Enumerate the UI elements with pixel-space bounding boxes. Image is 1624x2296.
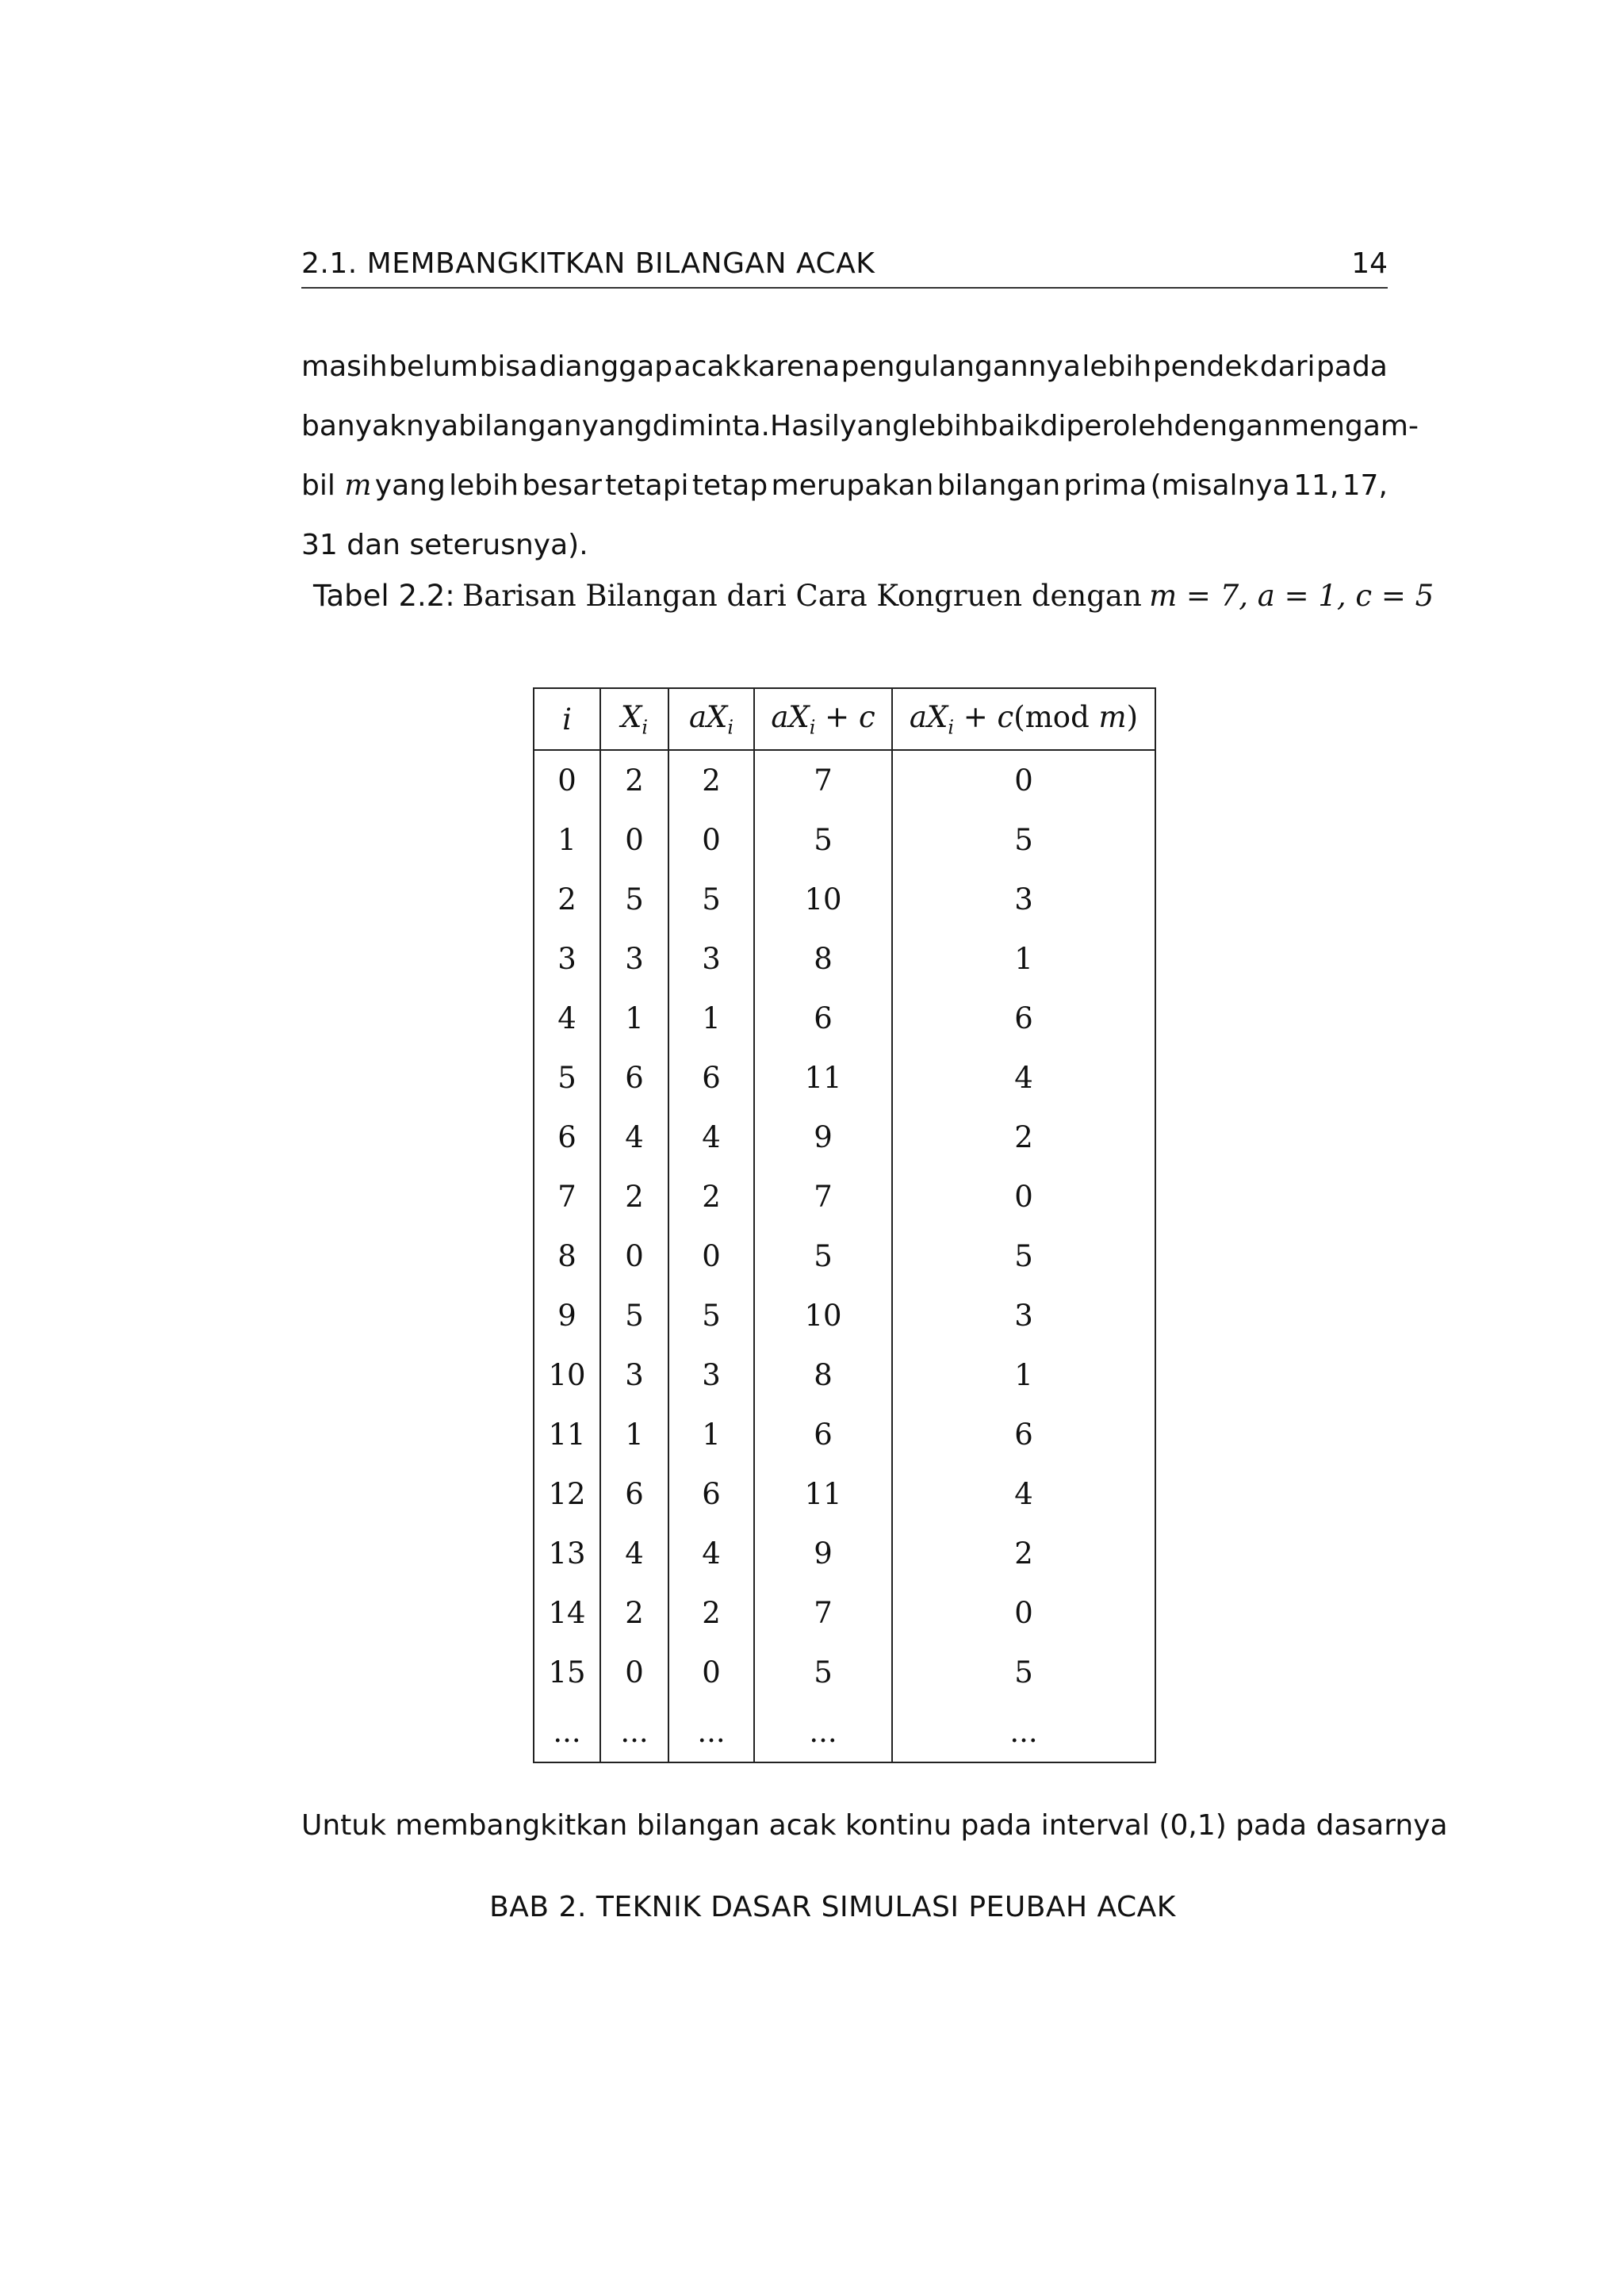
table-row: [534, 1583, 1155, 1643]
table-cell: 4: [892, 1048, 1155, 1108]
word: karena: [741, 350, 841, 383]
table-cell: ...: [600, 1702, 668, 1762]
table-cell: 2: [892, 1524, 1155, 1583]
table-body: [534, 750, 1155, 1762]
table-cell: 5: [668, 870, 754, 929]
table-cell: 15: [534, 1643, 600, 1702]
header-xi-text: $X_i$: [620, 699, 649, 739]
table-row: [534, 1643, 1155, 1702]
table-cell: 6: [534, 1108, 600, 1167]
table-cell: 2: [668, 1167, 754, 1226]
table-cell: 7: [754, 1167, 892, 1226]
word: lebih: [449, 469, 519, 502]
word: bilangan: [936, 469, 1061, 502]
paragraph-line: [301, 515, 1388, 575]
header-axi-plus-c: [754, 688, 892, 750]
table-row: [534, 870, 1155, 929]
table-cell: 3: [668, 929, 754, 989]
table-cell: 6: [668, 1464, 754, 1524]
data-table: [533, 687, 1156, 1763]
table-cell: 10: [534, 1345, 600, 1405]
table-header-row: [534, 688, 1155, 750]
table-cell: ...: [892, 1702, 1155, 1762]
header-xi: [600, 688, 668, 750]
table-cell: 12: [534, 1464, 600, 1524]
table-cell: 9: [534, 1286, 600, 1345]
paragraph-line: [301, 396, 1419, 456]
table-row: [534, 1108, 1155, 1167]
word: yang: [839, 410, 910, 442]
word: 17,: [1342, 469, 1388, 502]
table-caption: [313, 579, 1434, 614]
table-cell: 4: [600, 1108, 668, 1167]
table-cell: 13: [534, 1524, 600, 1583]
table-cell: 4: [600, 1524, 668, 1583]
word: yang: [374, 469, 446, 502]
table-cell: 6: [754, 1405, 892, 1464]
word: bilangan: [458, 410, 582, 442]
header-axi-plus-c-text: $aX_i + c$: [771, 699, 875, 739]
table-cell: ...: [668, 1702, 754, 1762]
word: bisa: [479, 350, 538, 383]
table-cell: 1: [892, 1345, 1155, 1405]
word: diminta.: [652, 410, 770, 442]
table-cell: 3: [668, 1345, 754, 1405]
table-row: [534, 1226, 1155, 1286]
word: diperoleh: [1040, 410, 1174, 442]
word: prima: [1063, 469, 1147, 502]
section-title: 2.1. MEMBANGKITKAN BILANGAN ACAK: [301, 247, 875, 280]
word-group: [301, 456, 371, 515]
table-cell: 0: [600, 1226, 668, 1286]
table-cell: 2: [534, 870, 600, 929]
table-cell: 4: [668, 1524, 754, 1583]
table-cell: 2: [668, 750, 754, 810]
table-cell: 0: [668, 810, 754, 870]
table-cell: 9: [754, 1524, 892, 1583]
table-cell: 2: [600, 750, 668, 810]
table-cell: 1: [600, 989, 668, 1048]
table-cell: ...: [534, 1702, 600, 1762]
word: tetap: [691, 469, 768, 502]
table-cell: 4: [892, 1464, 1155, 1524]
table-cell: 1: [668, 1405, 754, 1464]
table-cell: 0: [892, 1583, 1155, 1643]
table-row: [534, 1405, 1155, 1464]
caption-label: Tabel 2.2:: [313, 579, 455, 613]
table-cell: 11: [754, 1464, 892, 1524]
running-head: [301, 247, 1388, 289]
table-cell: 1: [600, 1405, 668, 1464]
table-cell: 8: [754, 1345, 892, 1405]
table-cell: 5: [754, 810, 892, 870]
table-cell: 7: [534, 1167, 600, 1226]
table-cell: 5: [600, 870, 668, 929]
table-cell: 3: [892, 1286, 1155, 1345]
page-number: 14: [1351, 247, 1388, 280]
table-cell: 0: [668, 1226, 754, 1286]
table-cell: 5: [534, 1048, 600, 1108]
table-cell: 0: [892, 1167, 1155, 1226]
table-cell: ...: [754, 1702, 892, 1762]
table-cell: 4: [668, 1108, 754, 1167]
table-cell: 11: [534, 1405, 600, 1464]
table-row: [534, 1286, 1155, 1345]
table-cell: 0: [534, 750, 600, 810]
header-i: [534, 688, 600, 750]
word: besar: [522, 469, 602, 502]
closing-line: Untuk membangkitkan bilangan acak kontinu pada interval (0,1) pada dasarnya: [301, 1809, 1448, 1842]
table-cell: 6: [892, 1405, 1155, 1464]
word: baik: [979, 410, 1040, 442]
table-row: [534, 1345, 1155, 1405]
header-axi-text: $aX_i$: [688, 699, 734, 739]
table-cell: 1: [892, 929, 1155, 989]
table-cell: 3: [600, 929, 668, 989]
table-cell: 5: [892, 1226, 1155, 1286]
word: lebih: [1082, 350, 1152, 383]
table-cell: 6: [668, 1048, 754, 1108]
table-cell: 8: [534, 1226, 600, 1286]
table-cell: 11: [754, 1048, 892, 1108]
table-cell: 7: [754, 750, 892, 810]
table-cell: 5: [892, 1643, 1155, 1702]
table-cell: 2: [892, 1108, 1155, 1167]
word: pendek: [1152, 350, 1259, 383]
word: merupakan: [771, 469, 934, 502]
word: banyaknya: [301, 410, 459, 442]
table-cell: 8: [754, 929, 892, 989]
word: lebih: [910, 410, 980, 442]
paragraph-line: [301, 337, 1388, 396]
caption-params: m = 7, a = 1, c = 5: [1149, 579, 1434, 613]
table-cell: 0: [892, 750, 1155, 810]
math-variable: m: [344, 469, 372, 502]
table-cell: 1: [534, 810, 600, 870]
word: Hasil: [770, 410, 840, 442]
word: acak: [673, 350, 741, 383]
table-cell: 10: [754, 1286, 892, 1345]
word: dari: [1259, 350, 1316, 383]
paragraph-line: [301, 456, 1388, 515]
header-mod-text: $aX_i + c(mod$ m): [909, 699, 1139, 739]
table-cell: 3: [600, 1345, 668, 1405]
table-cell: 10: [754, 870, 892, 929]
table-cell: 6: [892, 989, 1155, 1048]
word: dianggap: [538, 350, 673, 383]
word: tetapi: [605, 469, 689, 502]
paragraph-last-line: 31 dan seterusnya).: [301, 529, 588, 561]
table-row: [534, 1167, 1155, 1226]
table-cell: 7: [754, 1583, 892, 1643]
table-cell: 0: [600, 1643, 668, 1702]
table-row: [534, 1524, 1155, 1583]
word: yang: [581, 410, 653, 442]
table-cell: 6: [754, 989, 892, 1048]
table-cell: 4: [534, 989, 600, 1048]
word: belum: [389, 350, 479, 383]
header-mod: [892, 688, 1155, 750]
table-row: [534, 989, 1155, 1048]
table-cell: 6: [600, 1048, 668, 1108]
word: 11,: [1293, 469, 1339, 502]
table-cell: 5: [754, 1643, 892, 1702]
word: masih: [301, 350, 388, 383]
table-cell: 2: [668, 1583, 754, 1643]
caption-text: Barisan Bilangan dari Cara Kongruen dengan: [462, 579, 1142, 613]
word: pengulangannya: [841, 350, 1081, 383]
body-paragraph: [301, 337, 1419, 575]
chapter-footer: BAB 2. TEKNIK DASAR SIMULASI PEUBAH ACAK: [489, 1891, 1176, 1923]
table-row: [534, 1702, 1155, 1762]
table-cell: 14: [534, 1583, 600, 1643]
table-cell: 9: [754, 1108, 892, 1167]
word: (misalnya: [1150, 469, 1290, 502]
word: pada: [1316, 350, 1388, 383]
table-row: [534, 929, 1155, 989]
word: mengam-: [1281, 410, 1419, 442]
table-cell: 6: [600, 1464, 668, 1524]
table-cell: 0: [668, 1643, 754, 1702]
table-cell: 5: [600, 1286, 668, 1345]
table-cell: 3: [534, 929, 600, 989]
table-row: [534, 810, 1155, 870]
table-cell: 2: [600, 1583, 668, 1643]
table-row: [534, 1464, 1155, 1524]
word: dengan: [1174, 410, 1281, 442]
header-i-text: i: [562, 702, 572, 737]
table-cell: 5: [668, 1286, 754, 1345]
table-cell: 1: [668, 989, 754, 1048]
table-cell: 3: [892, 870, 1155, 929]
table-row: [534, 750, 1155, 810]
header-axi: [668, 688, 754, 750]
table-cell: 0: [600, 810, 668, 870]
table-cell: 5: [892, 810, 1155, 870]
table-cell: 2: [600, 1167, 668, 1226]
table-cell: 5: [754, 1226, 892, 1286]
table-row: [534, 1048, 1155, 1108]
congruential-table: [533, 687, 1156, 1763]
word: bil: [301, 469, 335, 502]
